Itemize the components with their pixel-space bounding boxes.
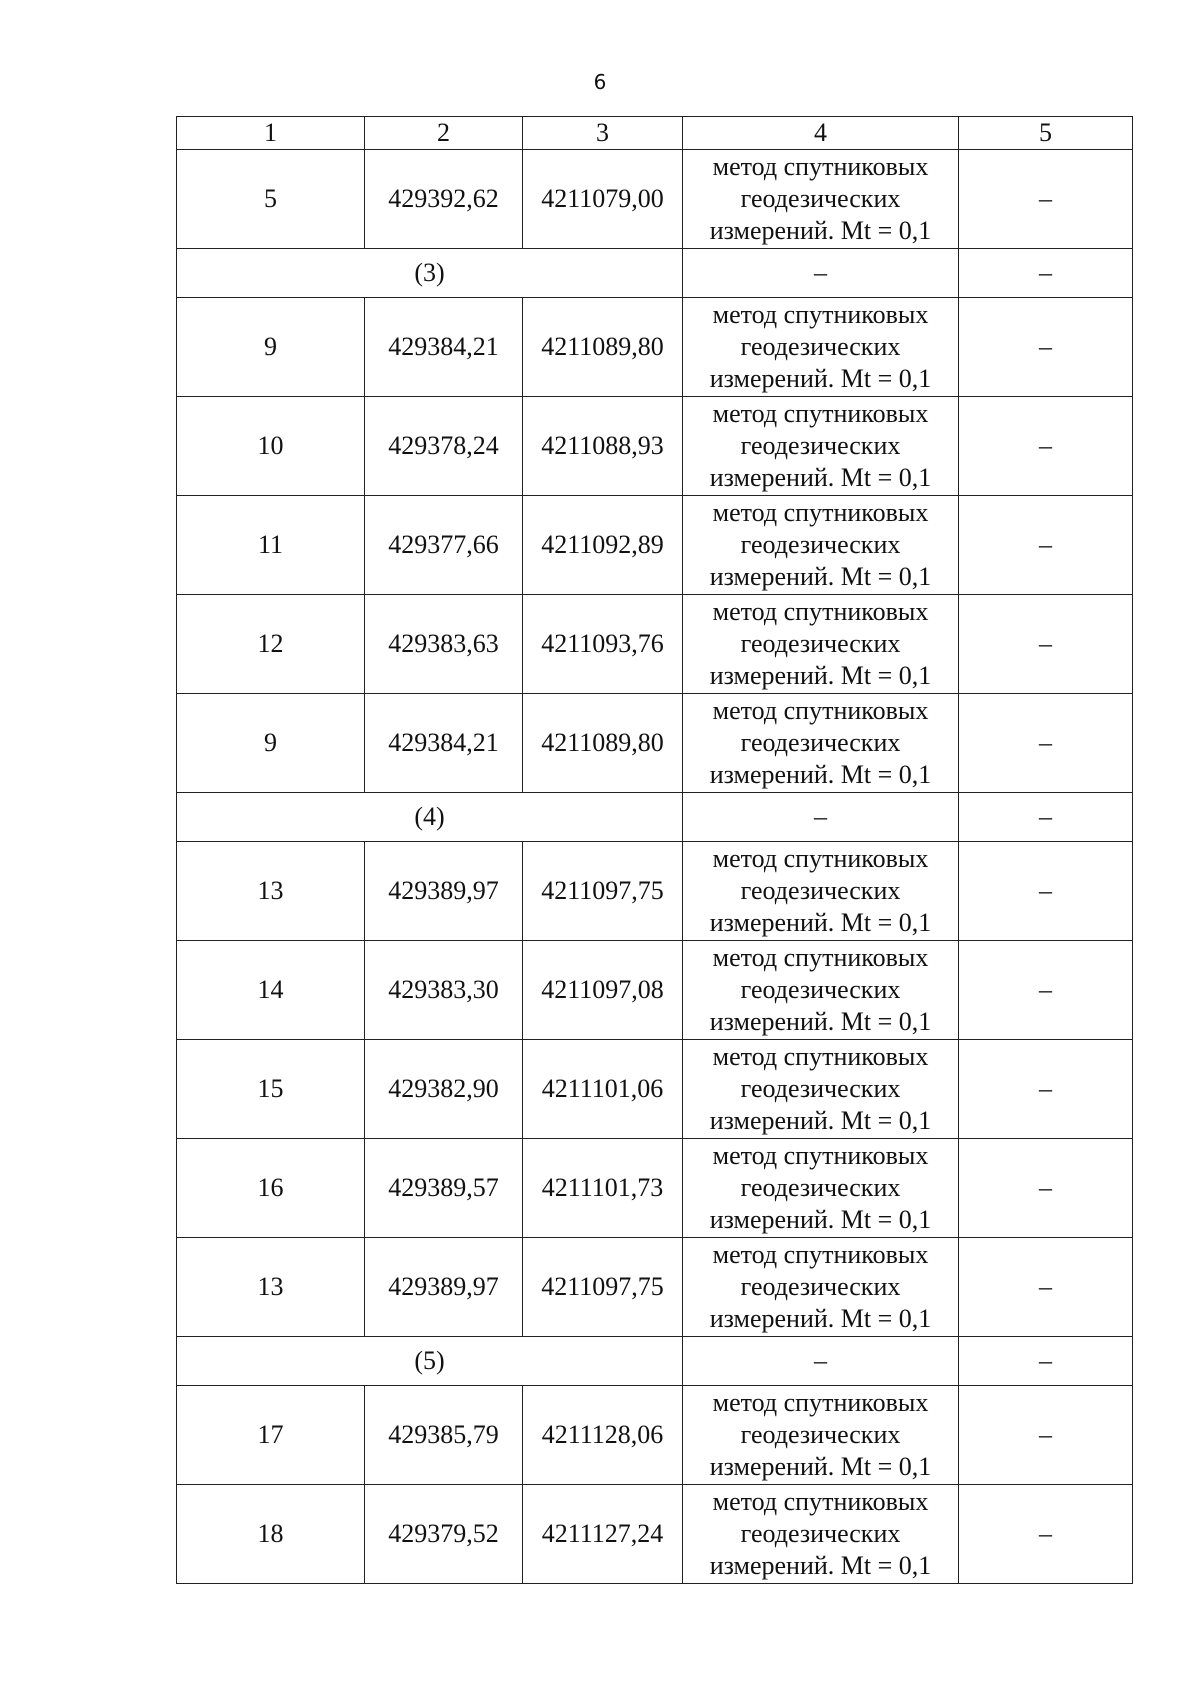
x-coordinate-cell: 429379,52 <box>365 1485 523 1584</box>
x-coordinate-cell: 429383,30 <box>365 941 523 1040</box>
point-number-cell: 14 <box>177 941 365 1040</box>
point-number-cell: 11 <box>177 496 365 595</box>
description-cell: – <box>959 1139 1133 1238</box>
method-line: геодезических <box>740 1272 901 1301</box>
method-line: геодезических <box>740 431 901 460</box>
y-coordinate-cell: 4211093,76 <box>523 595 683 694</box>
description-cell: – <box>959 397 1133 496</box>
point-number-cell: 13 <box>177 1238 365 1337</box>
table-row <box>177 842 1133 941</box>
method-cell <box>683 1238 959 1337</box>
group-label-cell: (5) <box>177 1337 683 1386</box>
header-cell: 4 <box>683 117 959 150</box>
method-line: метод спутниковых <box>712 597 929 626</box>
table-group-row <box>177 793 1133 842</box>
method-line: измерений. Mt = 0,1 <box>709 1106 932 1135</box>
method-line: геодезических <box>740 1420 901 1449</box>
table-row <box>177 694 1133 793</box>
header-cell: 5 <box>959 117 1133 150</box>
method-line: геодезических <box>740 1519 901 1548</box>
x-coordinate-cell: 429382,90 <box>365 1040 523 1139</box>
method-cell <box>683 298 959 397</box>
method-line: измерений. Mt = 0,1 <box>709 1007 932 1036</box>
method-line: геодезических <box>740 1074 901 1103</box>
table-row <box>177 1386 1133 1485</box>
method-line: измерений. Mt = 0,1 <box>709 661 932 690</box>
point-number-cell: 13 <box>177 842 365 941</box>
method-cell: – <box>683 249 959 298</box>
description-cell: – <box>959 941 1133 1040</box>
method-line: метод спутниковых <box>712 844 929 873</box>
x-coordinate-cell: 429383,63 <box>365 595 523 694</box>
x-coordinate-cell: 429392,62 <box>365 150 523 249</box>
table-row <box>177 496 1133 595</box>
table-body <box>177 117 1133 1584</box>
method-line: геодезических <box>740 975 901 1004</box>
table-row <box>177 1485 1133 1584</box>
method-line: метод спутниковых <box>712 1487 929 1516</box>
point-number-cell: 17 <box>177 1386 365 1485</box>
method-cell <box>683 941 959 1040</box>
page-number: 6 <box>593 70 607 94</box>
table-row <box>177 1139 1133 1238</box>
method-line: метод спутниковых <box>712 1042 929 1071</box>
point-number-cell: 10 <box>177 397 365 496</box>
method-line: измерений. Mt = 0,1 <box>709 364 932 393</box>
method-line: измерений. Mt = 0,1 <box>709 216 932 245</box>
point-number-cell: 9 <box>177 694 365 793</box>
y-coordinate-cell: 4211097,75 <box>523 842 683 941</box>
method-cell: – <box>683 1337 959 1386</box>
description-cell: – <box>959 1238 1133 1337</box>
method-cell <box>683 1386 959 1485</box>
y-coordinate-cell: 4211089,80 <box>523 298 683 397</box>
method-cell <box>683 150 959 249</box>
y-coordinate-cell: 4211101,73 <box>523 1139 683 1238</box>
point-number-cell: 16 <box>177 1139 365 1238</box>
method-line: измерений. Mt = 0,1 <box>709 760 932 789</box>
table-header-row <box>177 117 1133 150</box>
method-line: измерений. Mt = 0,1 <box>709 1304 932 1333</box>
x-coordinate-cell: 429385,79 <box>365 1386 523 1485</box>
method-line: измерений. Mt = 0,1 <box>709 463 932 492</box>
method-line: метод спутниковых <box>712 300 929 329</box>
method-cell <box>683 1139 959 1238</box>
method-cell: – <box>683 793 959 842</box>
x-coordinate-cell: 429378,24 <box>365 397 523 496</box>
point-number-cell: 5 <box>177 150 365 249</box>
coordinates-table <box>176 116 1133 1584</box>
method-cell <box>683 1040 959 1139</box>
x-coordinate-cell: 429377,66 <box>365 496 523 595</box>
description-cell: – <box>959 842 1133 941</box>
description-cell: – <box>959 595 1133 694</box>
x-coordinate-cell: 429384,21 <box>365 694 523 793</box>
description-cell: – <box>959 793 1133 842</box>
method-line: геодезических <box>740 629 901 658</box>
x-coordinate-cell: 429389,57 <box>365 1139 523 1238</box>
y-coordinate-cell: 4211089,80 <box>523 694 683 793</box>
method-cell <box>683 842 959 941</box>
method-line: метод спутниковых <box>712 696 929 725</box>
method-line: геодезических <box>740 530 901 559</box>
group-label-cell: (3) <box>177 249 683 298</box>
description-cell: – <box>959 298 1133 397</box>
method-cell <box>683 496 959 595</box>
description-cell: – <box>959 150 1133 249</box>
table-row <box>177 150 1133 249</box>
table-group-row <box>177 1337 1133 1386</box>
x-coordinate-cell: 429389,97 <box>365 1238 523 1337</box>
method-line: метод спутниковых <box>712 943 929 972</box>
method-line: измерений. Mt = 0,1 <box>709 562 932 591</box>
y-coordinate-cell: 4211092,89 <box>523 496 683 595</box>
table-row <box>177 397 1133 496</box>
group-label-cell: (4) <box>177 793 683 842</box>
x-coordinate-cell: 429384,21 <box>365 298 523 397</box>
method-line: метод спутниковых <box>712 152 929 181</box>
table-group-row <box>177 249 1133 298</box>
method-cell <box>683 694 959 793</box>
y-coordinate-cell: 4211128,06 <box>523 1386 683 1485</box>
y-coordinate-cell: 4211097,75 <box>523 1238 683 1337</box>
method-line: метод спутниковых <box>712 1141 929 1170</box>
y-coordinate-cell: 4211127,24 <box>523 1485 683 1584</box>
description-cell: – <box>959 694 1133 793</box>
method-line: измерений. Mt = 0,1 <box>709 1205 932 1234</box>
method-line: измерений. Mt = 0,1 <box>709 908 932 937</box>
y-coordinate-cell: 4211079,00 <box>523 150 683 249</box>
description-cell: – <box>959 1485 1133 1584</box>
method-line: геодезических <box>740 184 901 213</box>
description-cell: – <box>959 1386 1133 1485</box>
method-line: метод спутниковых <box>712 399 929 428</box>
method-line: измерений. Mt = 0,1 <box>709 1551 932 1580</box>
point-number-cell: 12 <box>177 595 365 694</box>
method-line: измерений. Mt = 0,1 <box>709 1452 932 1481</box>
point-number-cell: 15 <box>177 1040 365 1139</box>
method-line: геодезических <box>740 332 901 361</box>
header-cell: 3 <box>523 117 683 150</box>
method-line: метод спутниковых <box>712 1240 929 1269</box>
description-cell: – <box>959 496 1133 595</box>
table-row <box>177 1040 1133 1139</box>
method-line: геодезических <box>740 876 901 905</box>
method-line: геодезических <box>740 728 901 757</box>
table-row <box>177 1238 1133 1337</box>
table-row <box>177 941 1133 1040</box>
description-cell: – <box>959 1337 1133 1386</box>
method-cell <box>683 397 959 496</box>
method-cell <box>683 1485 959 1584</box>
description-cell: – <box>959 1040 1133 1139</box>
table-row <box>177 595 1133 694</box>
y-coordinate-cell: 4211097,08 <box>523 941 683 1040</box>
y-coordinate-cell: 4211088,93 <box>523 397 683 496</box>
point-number-cell: 18 <box>177 1485 365 1584</box>
header-cell: 2 <box>365 117 523 150</box>
point-number-cell: 9 <box>177 298 365 397</box>
method-cell <box>683 595 959 694</box>
description-cell: – <box>959 249 1133 298</box>
header-cell: 1 <box>177 117 365 150</box>
y-coordinate-cell: 4211101,06 <box>523 1040 683 1139</box>
method-line: геодезических <box>740 1173 901 1202</box>
table-row <box>177 298 1133 397</box>
method-line: метод спутниковых <box>712 498 929 527</box>
method-line: метод спутниковых <box>712 1388 929 1417</box>
x-coordinate-cell: 429389,97 <box>365 842 523 941</box>
